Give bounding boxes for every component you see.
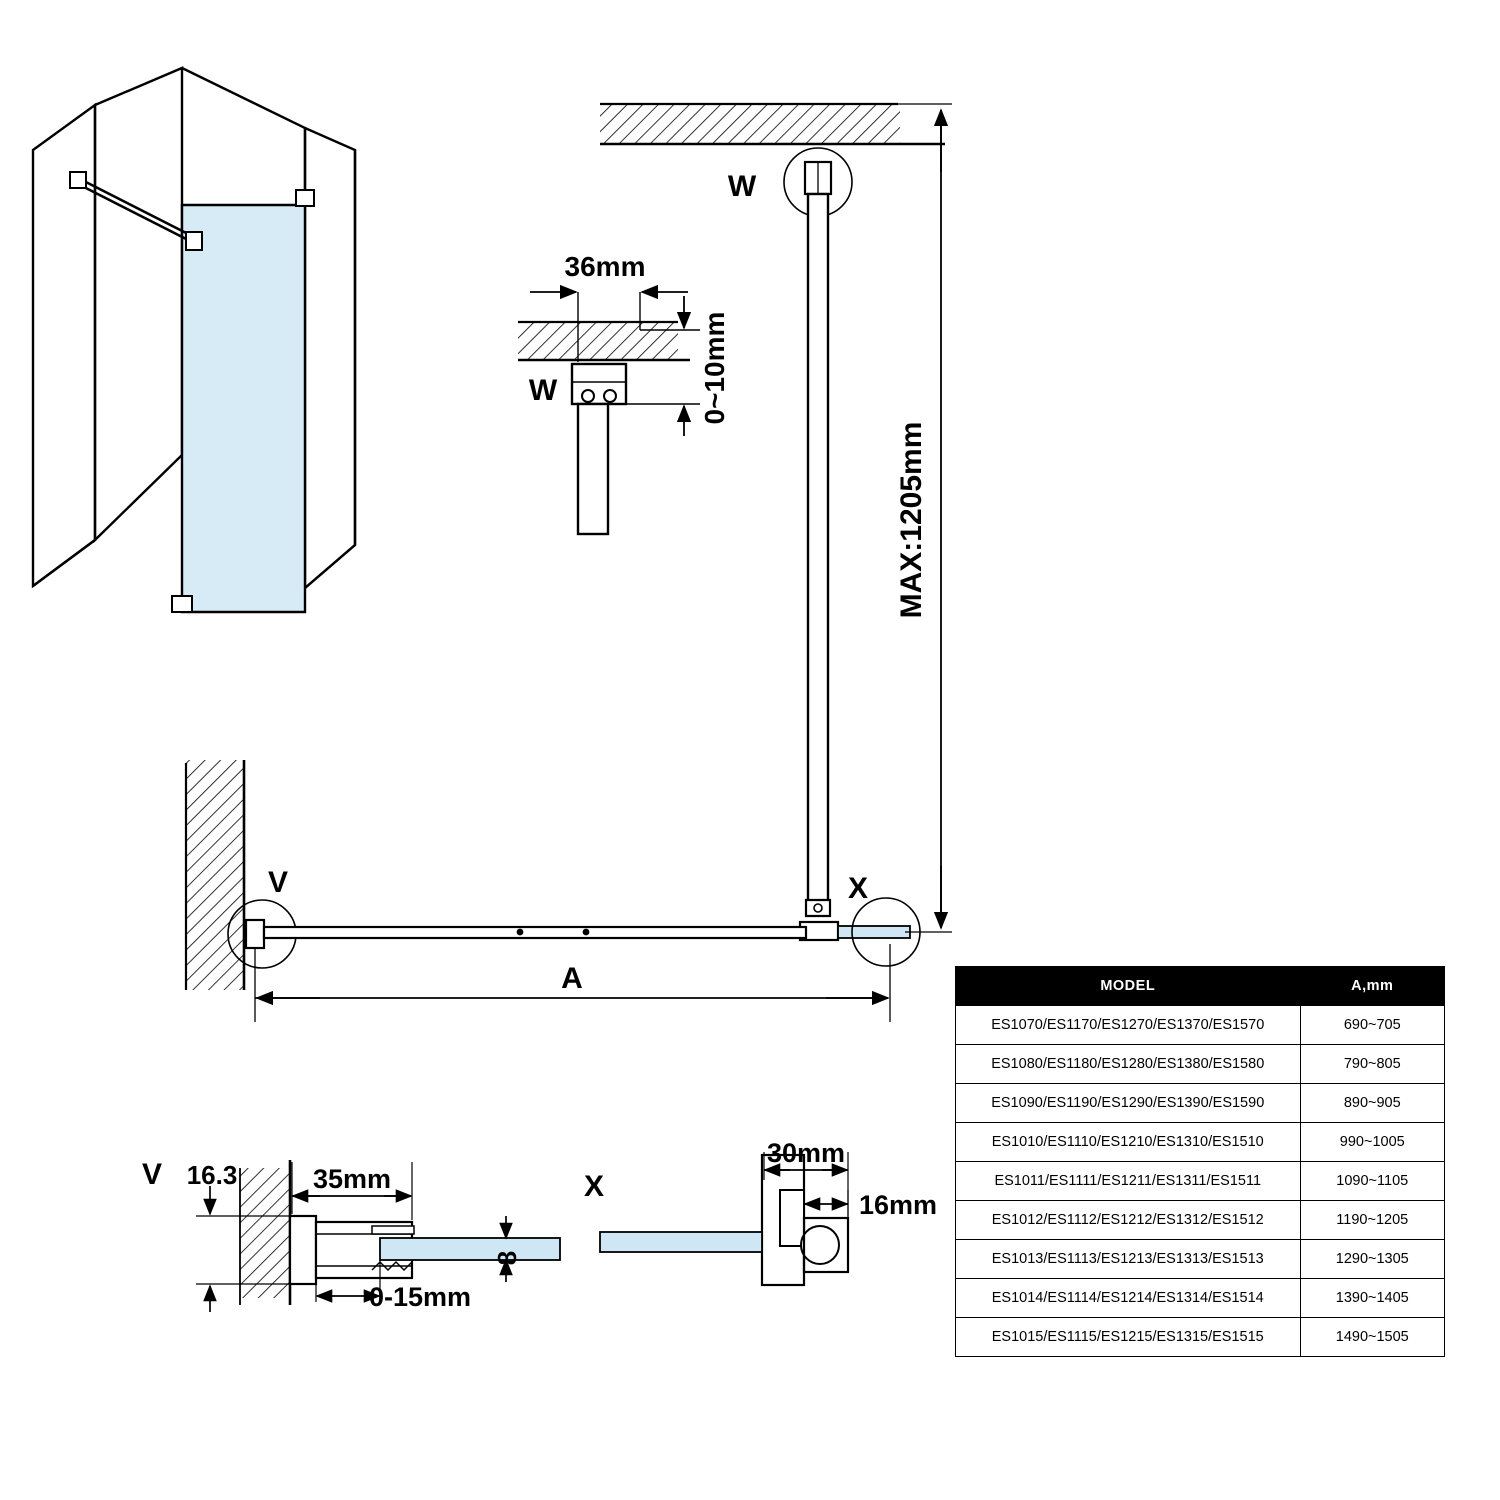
table-row [956, 1123, 1445, 1162]
table-row [956, 1201, 1445, 1240]
cell-a: 1390~1405 [1300, 1279, 1445, 1318]
dim-16mm: 16mm [858, 1190, 938, 1220]
detail-w-bracket [518, 251, 730, 534]
dim-0-10mm: 0~10mm [699, 311, 730, 425]
cell-model: ES1015/ES1115/ES1215/ES1315/ES1515 [956, 1318, 1301, 1357]
detail-x-profile [584, 1138, 937, 1285]
cell-model: ES1011/ES1111/ES1211/ES1311/ES1511 [956, 1162, 1301, 1201]
cell-a: 690~705 [1300, 1006, 1445, 1045]
dim-a: A [561, 962, 583, 995]
dim-36mm: 36mm [564, 251, 646, 282]
dim-16-3: 16.3 [186, 1160, 238, 1190]
cell-model: ES1010/ES1110/ES1210/ES1310/ES1510 [956, 1123, 1301, 1162]
plan-view [186, 760, 890, 1022]
cell-a: 1190~1205 [1300, 1201, 1445, 1240]
cell-a: 1290~1305 [1300, 1240, 1445, 1279]
dim-30mm: 30mm [766, 1138, 846, 1168]
cell-model: ES1014/ES1114/ES1214/ES1314/ES1514 [956, 1279, 1301, 1318]
model-spec-table [955, 966, 1445, 1357]
isometric-view [33, 68, 355, 612]
cell-a: 990~1005 [1300, 1123, 1445, 1162]
cell-model: ES1090/ES1190/ES1290/ES1390/ES1590 [956, 1084, 1301, 1123]
header-model: MODEL [956, 967, 1301, 1006]
cell-model: ES1070/ES1170/ES1270/ES1370/ES1570 [956, 1006, 1301, 1045]
table-row [956, 1279, 1445, 1318]
callout-w-top: W [727, 170, 757, 203]
callout-x-detail: X [583, 1170, 605, 1203]
detail-v-profile [142, 1158, 560, 1312]
callout-w-detail: W [528, 374, 558, 407]
table-row [956, 1240, 1445, 1279]
cell-model: ES1013/ES1113/ES1213/ES1313/ES1513 [956, 1240, 1301, 1279]
cell-a: 890~905 [1300, 1084, 1445, 1123]
table-row [956, 1084, 1445, 1123]
cell-model: ES1012/ES1112/ES1212/ES1312/ES1512 [956, 1201, 1301, 1240]
header-a-mm: A,mm [1300, 967, 1445, 1006]
elevation-view [600, 104, 952, 966]
cell-a: 1090~1105 [1300, 1162, 1445, 1201]
dim-35mm: 35mm [312, 1164, 392, 1194]
table-row [956, 1045, 1445, 1084]
cell-a: 790~805 [1300, 1045, 1445, 1084]
dim-0-15mm: 0-15mm [368, 1282, 472, 1312]
dim-max-height: MAX:1205mm [895, 421, 928, 619]
table-body [956, 1006, 1445, 1357]
table-row [956, 1006, 1445, 1045]
cell-a: 1490~1505 [1300, 1318, 1445, 1357]
table-header-row [956, 967, 1445, 1006]
table-row [956, 1318, 1445, 1357]
callout-v-detail: V [141, 1158, 163, 1191]
table-row [956, 1162, 1445, 1201]
callout-x-plan: X [847, 872, 869, 905]
dim-glass-8: 8 [492, 1250, 522, 1266]
cell-model: ES1080/ES1180/ES1280/ES1380/ES1580 [956, 1045, 1301, 1084]
callout-v-plan: V [267, 866, 289, 899]
